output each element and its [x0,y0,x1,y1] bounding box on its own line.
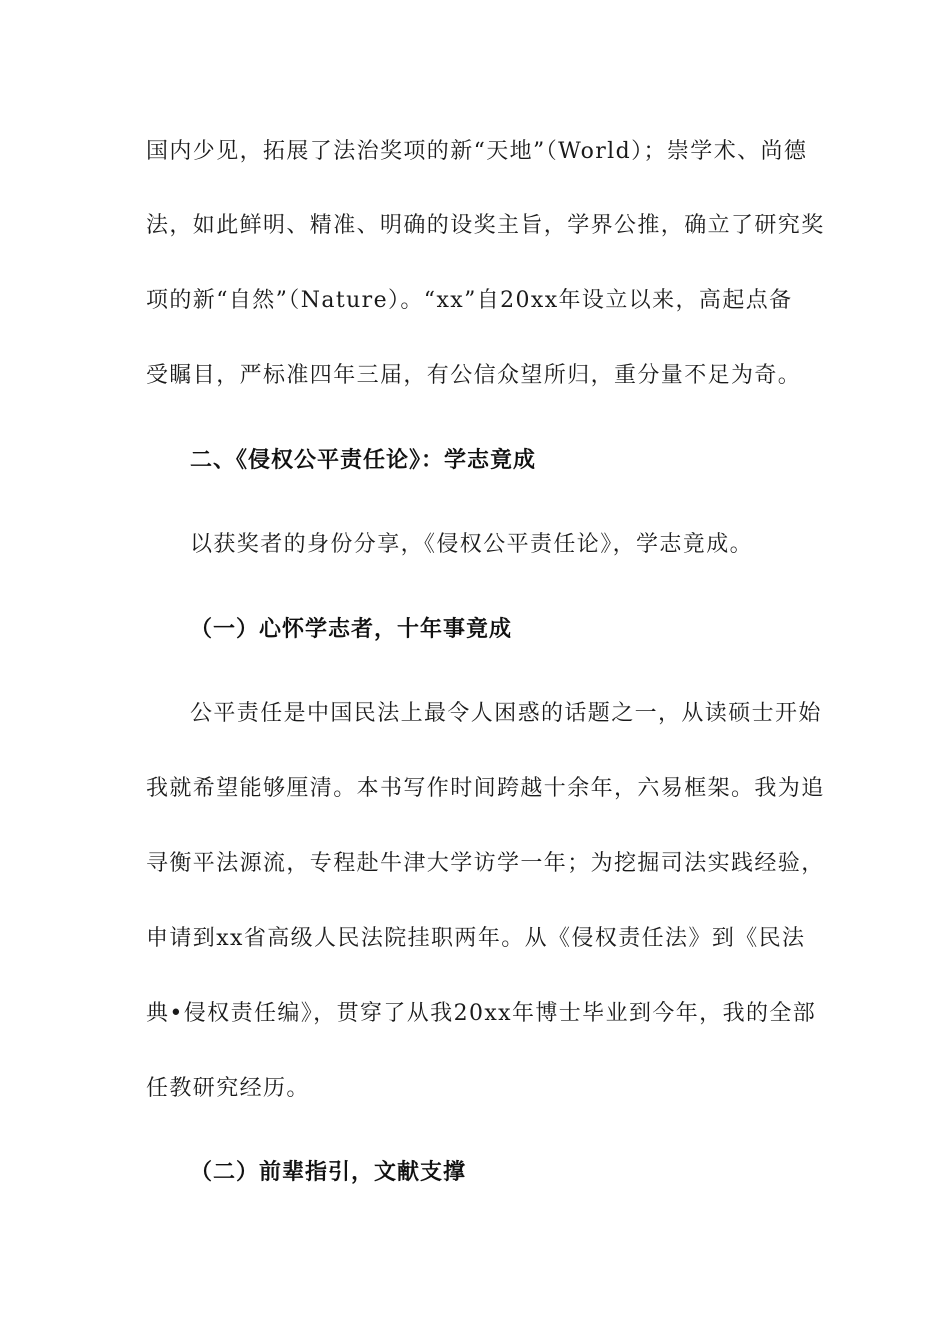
paragraph-line: 项的新“自然”（Nature）。“xx”自20xx年设立以来，高起点备 [146,288,793,313]
section-heading: 二、《侵权公平责任论》：学志竟成 [190,448,537,473]
paragraph-line: 我就希望能够厘清。本书写作时间跨越十余年，六易框架。我为追 [146,776,825,801]
subsection-heading: （一）心怀学志者，十年事竟成 [190,617,513,642]
paragraph-line: 法，如此鲜明、精准、明确的设奖主旨，学界公推，确立了研究奖 [146,213,825,238]
paragraph-line: 受瞩目，严标准四年三届，有公信众望所归，重分量不足为奇。 [146,363,802,388]
paragraph-line: 国内少见，拓展了法治奖项的新“天地”（World）；崇学术、尚德 [146,139,808,164]
paragraph-line: 以获奖者的身份分享，《侵权公平责任论》，学志竟成。 [190,532,754,557]
paragraph-line: 任教研究经历。 [146,1076,310,1101]
paragraph-line: 寻衡平法源流，专程赴牛津大学访学一年；为挖掘司法实践经验， [146,851,825,876]
paragraph-line: 申请到xx省高级人民法院挂职两年。从《侵权责任法》到《民法 [146,926,806,951]
subsection-heading: （二）前辈指引，文献支撑 [190,1160,467,1185]
paragraph-line: 公平责任是中国民法上最令人困惑的话题之一，从读硕士开始 [190,701,822,726]
paragraph-line: 典•侵权责任编》，贯穿了从我20xx年博士毕业到今年，我的全部 [146,1001,817,1026]
